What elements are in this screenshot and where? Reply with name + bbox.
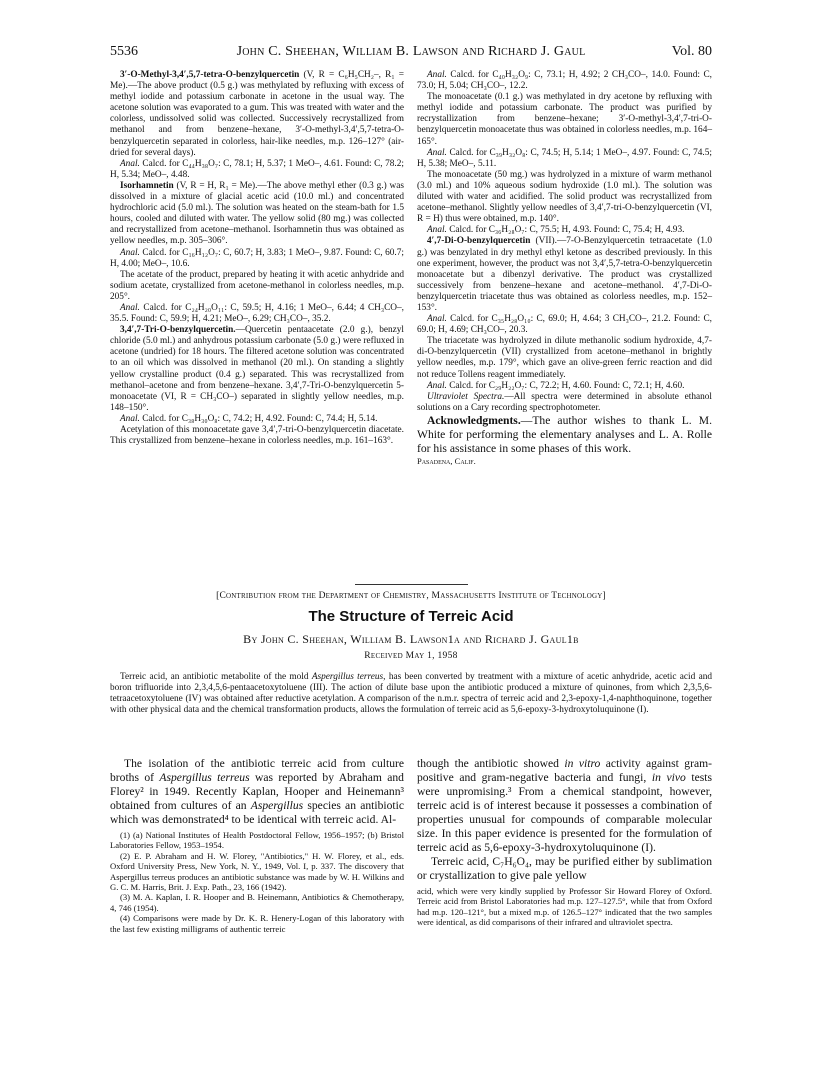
footnote: acid, which were very kindly supplied by Professor Sir Howard Florey of Oxford. Terreic acid from Bristol Laboratories had m.p. 127–127.5°, while that from Oxford had m.p. 120–121°, but a mixed m.p. of 126.5–127° indicated that the two samples were identical, as did comparisons of their infrared and ultraviolet spectra. [417, 886, 712, 928]
analysis-paragraph [110, 159, 404, 181]
left-column [110, 70, 404, 447]
body-paragraph: Terreic acid, C₇H₆O₄, may be purified either by sublimation or crystallization to give pale yellow [417, 855, 712, 882]
paragraph [110, 181, 404, 248]
compound-name: 4′,7-Di-O-benzylquercetin [427, 236, 531, 247]
paragraph-text: The monoacetate (0.1 g.) was methylated in dry acetone by refluxing with methyl iodide and potassium carbonate. The product was purified by recrystallization from benzene–hexane; 3′-O-methyl-3,4′,7-tri-O-benzylquercetin monoacetate thus was obtained in colorless needles, m.p. 164–165°. [417, 92, 712, 147]
contribution-line: [Contribution from the Department of Chemistry, Massachusetts Institute of Technology] [216, 591, 606, 601]
analysis-paragraph [417, 148, 712, 170]
body-text: activity against gram-positive and gram-negative bacteria and fungi, [417, 757, 712, 784]
abstract [110, 672, 712, 716]
footnotes-continued [417, 886, 712, 928]
analysis-text: Calcd. for C₄₀H₃₂O₉: C, 73.1; H, 4.92; 2 CH₃CO–, 14.0. Found: C, 73.0; H, 5.04; CH₃CO–, 12.2. [417, 70, 712, 92]
analysis-paragraph [417, 225, 712, 236]
volume-label: Vol. 80 [671, 44, 712, 59]
body-italic: in vivo [651, 771, 686, 784]
footnote: (3) M. A. Kaplan, I. R. Hooper and B. Heinemann, Antibiotics & Chemotherapy, 4, 746 (1954). [110, 892, 404, 913]
paragraph-text: The monoacetate (50 mg.) was hydrolyzed in a mixture of warm methanol (3.0 ml.) and 10% aqueous sodium hydroxide (1.0 ml.). The solution was diluted with water and acidified. The solid product was recrystallized from acetone–methanol. Slightly yellow needles of 3,4′,7-tri-O-benzylquercetin (VI, R = H) thus were obtained, m.p. 140°. [417, 169, 712, 225]
paragraph [417, 236, 712, 314]
acknowledgments-text: —The author wishes to thank L. M. White for performing the elementary analyses and L. A. Rolle for his assistance in some phases of this work. [417, 413, 712, 455]
analysis-text: Calcd. for C₁₆H₁₂O₇: C, 60.7; H, 3.83; 1 MeO–, 9.87. Found: C, 60.7; H, 4.00; MeO–, 10.6. [110, 247, 404, 269]
analysis-label: Anal. [427, 70, 447, 80]
analysis-paragraph [110, 248, 404, 270]
section-label: Ultraviolet Spectra. [427, 391, 505, 402]
compound-name: 3′-O-Methyl-3,4′,5,7-tetra-O-benzylquercetin [120, 70, 300, 80]
page-number: 5536 [110, 44, 138, 59]
analysis-paragraph [110, 303, 404, 325]
body-text: was reported by Abraham and Florey² in 1949. Recently Kaplan, Hooper and Heinemann³ obtained from cultures of an [110, 771, 404, 812]
compound-name: 3,4′,7-Tri-O-benzylquercetin. [120, 325, 236, 336]
body-text: The isolation of the antibiotic terreic acid from culture broths of [110, 757, 404, 784]
analysis-label: Anal. [120, 413, 140, 424]
footnote: (4) Comparisons were made by Dr. K. R. Henery-Logan of this laboratory with the last few existing milligrams of authentic terreic [110, 913, 404, 934]
received-date: Received May 1, 1958 [364, 651, 458, 661]
body-paragraph [110, 757, 404, 827]
analysis-text: Calcd. for C₃₅H₂₈O₁₀: C, 69.0; H, 4.64; 3 CH₃CO–, 21.2. Found: C, 69.0; H, 4.69; CH₃CO–, 20.3. [417, 314, 712, 336]
paragraph-text: (V, R = C₆H₅CH₂–, R₁ = Me).—The above product (0.5 g.) was methylated by refluxing with excess of methyl iodide and potassium carbonate in acetone in the usual way. The acetone solution was evaporated to a gum. This was treated with water and the colorless, undissolved solid was collected. Successively recrystallized from methanol and from benzene–hexane, 3′-O-methyl-3,4′,5,7-tetra-O-benzylquercetin separated in colorless, hair-like needles, m.p. 126–127° (air-dried for several days). [110, 70, 404, 158]
footnote: (1) (a) National Institutes of Health Postdoctoral Fellow, 1956–1957; (b) Bristol Laboratories Fellow, 1953–1954. [110, 830, 404, 851]
analysis-text: Calcd. for C₂₄H₂₀O₁₁: C, 59.5; H, 4.16; 1 MeO–, 6.44; 4 CH₃CO–, 35.5. Found: C, 59.9; H, 4.21; MeO–, 6.29; CH₃CO–, 35.2. [110, 302, 404, 325]
article-title: The Structure of Terreic Acid [308, 608, 514, 625]
abstract-text: Terreic acid, an antibiotic metabolite of the mold [120, 672, 312, 682]
paragraph-text: Acetylation of this monoacetate gave 3,4′,7-tri-O-benzylquercetin diacetate. This crystallized from benzene–hexane in colorless needles, m.p. 161–163°. [110, 425, 404, 447]
analysis-text: Calcd. for C₃₉H₃₂O₈: C, 74.5; H, 5.14; 1 MeO–, 4.97. Found: C, 74.5; H, 5.38; MeO–, 5.11. [417, 147, 712, 169]
analysis-paragraph [110, 414, 404, 425]
analysis-label: Anal. [120, 158, 140, 169]
acknowledgments-label: Acknowledgments. [427, 413, 521, 427]
analysis-label: Anal. [427, 147, 447, 158]
running-title: John C. Sheehan, William B. Lawson and Richard J. Gaul [236, 44, 586, 59]
article-authors: By John C. Sheehan, William B. Lawson1a and Richard J. Gaul1b [243, 632, 579, 646]
analysis-label: Anal. [427, 225, 447, 236]
right-column [417, 70, 712, 467]
section-divider [355, 584, 468, 585]
analysis-paragraph [417, 314, 712, 336]
acknowledgments [417, 414, 712, 456]
analysis-paragraph [417, 381, 712, 392]
paragraph-text: The acetate of the product, prepared by heating it with acetic anhydride and sodium acetate, crystallized from acetone-methanol in colorless needles, m.p. 205°. [110, 269, 404, 302]
analysis-text: Calcd. for C₃₆H₂₈O₇: C, 75.5; H, 4.93. Found: C, 75.4; H, 4.93. [446, 225, 685, 236]
body-left-column [110, 757, 404, 934]
abstract-text: has been converted by treatment with a mixture of acetic anhydride, acetic acid and boron trifluoride into 2,3,4,5,6-pentaacetoxytoluene (III). The action of dilute base upon the antibiotic produced a mixture of quinones, from which 2,3,5,6-tetraacetoxytoluene (IV) was obtained after reductive acetylation. A comparison of the n.m.r. spectra of terreic acid and 2,3-epoxy-1,4-naphthoquinone, together with other physical data and the chemical transformation products, allows the formulation of terreic acid as 5,6-epoxy-3-hydroxytoluquinone (I). [110, 672, 712, 716]
analysis-paragraph [417, 70, 712, 92]
paragraph-text: —Quercetin pentaacetate (2.0 g.), benzyl chloride (5.0 ml.) and anhydrous potassium carbonate (5.0 g.) were refluxed in acetone (undried) for 18 hours. The filtered acetone solution was concentrated to an oil which was dissolved in methanol (20 ml.). On standing a slightly yellow crystalline product (0.4 g.) separated. This was recrystallized from methanol–acetone and from benzene–hexane. 3,4′,7-Tri-O-benzylquercetin 5-monoacetate (VI, R = CH₃CO–) separated in slightly yellow needles, m.p. 148–150°. [110, 325, 404, 413]
place-line: Pasadena, Calif. [417, 455, 476, 466]
page-header [110, 44, 712, 64]
paragraph-text: —All spectra were determined in absolute ethanol solutions on a Cary recording spectrophotometer. [417, 391, 712, 413]
paragraph [110, 70, 404, 159]
body-italic: Aspergillus [250, 799, 304, 812]
body-italic: Aspergillus terreus [159, 771, 250, 784]
analysis-label: Anal. [120, 302, 140, 313]
body-text: though the antibiotic showed [417, 757, 565, 770]
body-paragraph [417, 757, 712, 855]
abstract-species: Aspergillus terreus, [311, 672, 386, 682]
footnote: (2) E. P. Abraham and H. W. Florey, "Antibiotics," H. W. Florey, et al., eds. Oxford University Press, New York, N. Y., 1949, Vol. I, p. 337. The discovery that Aspergillus terreus produces an antibiotic substance was made by W. H. Wilkins and G. C. M. Harris, Brit. J. Exp. Path., 23, 166 (1942). [110, 850, 404, 893]
analysis-label: Anal. [427, 314, 447, 325]
analysis-label: Anal. [427, 380, 447, 391]
analysis-text: Calcd. for C₄₄H₃₈O₇: C, 78.1; H, 5.37; 1 MeO–, 4.61. Found: C, 78.2; H, 5.34; MeO–, 4.48. [110, 158, 404, 180]
body-text: tests were unpromising.³ From a chemical standpoint, however, terreic acid is of interest because it possesses a combination of properties unusual for compounds of comparable molecular size. In this paper evidence is presented for the formulation of terreic acid as 5,6-epoxy-3-hydroxytoluquinone (I). [417, 771, 712, 854]
paragraph-text: (VII).—7-O-Benzylquercetin tetraacetate (1.0 g.) was benzylated in dry methyl ethyl ketone as described previously. In this one experiment, however, the product was not 3,4′,5,7-tetra-O-benzylquercetin monoacetate but a dibenzyl derivative. The product was crystallized successively from benzene–hexane and acetone–methanol. 4′,7-Di-O-benzylquercetin triacetate thus was obtained as colorless needles, m.p. 152–153°. [417, 236, 712, 313]
footnotes [110, 830, 404, 934]
analysis-text: Calcd. for C₂₉H₂₂O₇: C, 72.2; H, 4.60. Found: C, 72.1; H, 4.60. [446, 380, 685, 391]
paragraph [417, 392, 712, 414]
body-text: species an antibiotic which was demonstrated⁴ to be identical with terreic acid. Al- [110, 799, 404, 826]
paragraph-text: (V, R = H, R₁ = Me).—The above methyl ether (0.3 g.) was dissolved in a mixture of glacial acetic acid (10.0 ml.) and concentrated hydrochloric acid (5.0 ml.). The solution was heated on the steam-bath for 1.5 hours, cooled and diluted with water. The yellow solid (80 mg.) was collected and recrystallized from acetone–methanol. Isorhamnetin thus was obtained as yellow needles, m.p. 305–306°. [110, 180, 404, 247]
compound-name: Isorhamnetin [120, 180, 174, 191]
analysis-label: Anal. [120, 247, 140, 258]
body-italic: in vitro [564, 757, 601, 770]
analysis-text: Calcd. for C₃₈H₃₀O₈: C, 74.2; H, 4.92. Found: C, 74.4; H, 5.14. [139, 413, 378, 424]
body-right-column [417, 757, 712, 928]
paragraph [110, 325, 404, 414]
paragraph-text: The triacetate was hydrolyzed in dilute methanolic sodium hydroxide, 4,7-di-O-benzylquercetin (VII) crystallized from acetone–methanol in brightly yellow needles, m.p. 179°, which gave an olive-green ferric reaction and did not reduce Tollens reagent immediately. [417, 336, 712, 380]
